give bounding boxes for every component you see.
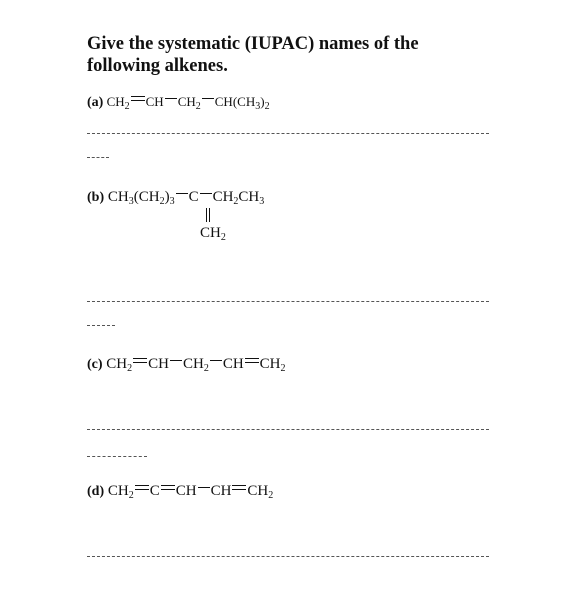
subscript: 2	[124, 101, 130, 112]
paren-close: )	[164, 189, 170, 205]
answer-line-b	[87, 301, 489, 302]
part-label-d: (d)	[87, 484, 105, 499]
atom-ch: CH	[200, 225, 221, 241]
branch-ch2	[200, 224, 226, 242]
answer-line-c	[87, 429, 489, 430]
subscript: 2	[264, 101, 270, 112]
answer-line-c-short	[87, 456, 147, 457]
atom-ch: CH	[214, 94, 233, 109]
paren-open: (	[232, 94, 238, 109]
answer-line-a	[87, 133, 489, 134]
atom-ch: CH	[145, 94, 164, 109]
single-bond	[199, 189, 213, 199]
question-title-line1: Give the systematic (IUPAC) names of the	[87, 34, 419, 54]
atom-ch: CH	[210, 483, 232, 499]
subscript: 2	[220, 232, 226, 243]
question-title	[87, 33, 419, 77]
part-label-c: (c)	[87, 357, 103, 372]
vertical-double-bond	[206, 208, 210, 222]
atom-ch-paren: (CH	[133, 189, 160, 205]
single-bond	[209, 356, 223, 366]
part-label-a: (a)	[87, 95, 104, 110]
single-bond	[201, 94, 215, 104]
subscript: 3	[255, 101, 261, 112]
subscript: 2	[128, 490, 134, 501]
answer-line-a-short	[87, 157, 109, 158]
subscript: 3	[169, 196, 175, 207]
subscript: 2	[268, 490, 274, 501]
double-bond	[244, 356, 260, 366]
atom-ch: CH	[222, 356, 244, 372]
subscript: 3	[259, 196, 265, 207]
formula-a	[87, 93, 270, 112]
atom-ch: CH	[259, 356, 281, 372]
double-bond	[134, 483, 150, 493]
atom-ch: CH	[107, 189, 129, 205]
double-bond	[132, 356, 148, 366]
single-bond	[164, 94, 178, 104]
atom-ch: CH	[177, 94, 196, 109]
atom-c: C	[188, 189, 199, 205]
atom-ch: CH	[106, 356, 128, 372]
atom-ch: CH	[247, 483, 269, 499]
atom-ch: CH	[182, 356, 204, 372]
answer-line-d	[87, 556, 489, 557]
double-bond	[130, 94, 146, 104]
subscript: 2	[127, 363, 133, 374]
single-bond	[169, 356, 183, 366]
double-bond	[231, 483, 247, 493]
subscript: 3	[128, 196, 134, 207]
question-title-line2: following alkenes.	[87, 56, 228, 76]
answer-line-b-short	[87, 325, 115, 326]
part-label-b: (b)	[87, 190, 105, 205]
subscript: 2	[159, 196, 165, 207]
single-bond	[175, 189, 189, 199]
atom-ch: CH	[175, 483, 197, 499]
formula-d	[87, 482, 273, 501]
subscript: 2	[280, 363, 286, 374]
atom-ch: CH	[106, 94, 125, 109]
atom-ch: CH	[107, 483, 129, 499]
subscript: 2	[233, 196, 239, 207]
double-bond	[160, 483, 176, 493]
paren-close: )	[260, 94, 265, 109]
atom-ch: CH	[212, 189, 234, 205]
atom-ch: CH	[238, 189, 260, 205]
atom-ch: CH	[237, 94, 256, 109]
single-bond	[197, 483, 211, 493]
atom-ch: CH	[148, 356, 169, 372]
formula-b	[87, 188, 264, 207]
atom-c: C	[149, 483, 160, 499]
formula-c	[87, 355, 286, 374]
subscript: 2	[195, 101, 201, 112]
subscript: 2	[203, 363, 209, 374]
